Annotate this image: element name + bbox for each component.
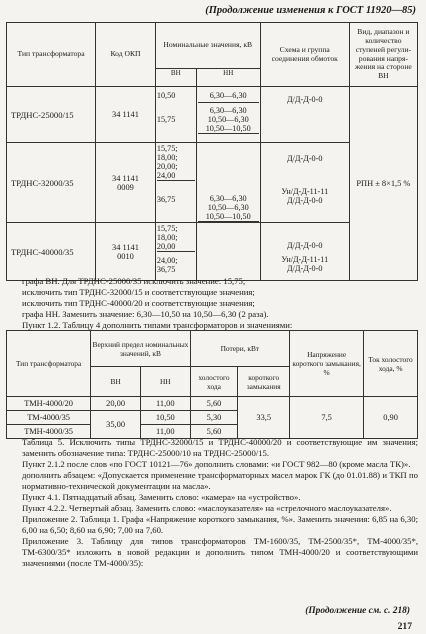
col-voltage-header: Напряжение короткого замыкания, % xyxy=(290,331,364,397)
short-cell: 33,5 xyxy=(238,397,290,439)
vn-cell: 20,00 xyxy=(91,397,141,411)
okp-cell: 34 1141 0009 xyxy=(96,143,156,223)
paragraph: графа ВН. Для ТРДНС-25000/35 исключить значение: 15,75; xyxy=(22,276,246,286)
idle-cell: 5,60 xyxy=(190,397,238,411)
scheme-value: Ун/Д-Д-11-11 xyxy=(281,187,329,196)
col-nn-header: НН xyxy=(140,367,190,397)
model-cell: ТРДНС-40000/35 xyxy=(7,223,96,281)
nn-cell: 11,00 xyxy=(140,425,190,439)
nn-cell: 11,00 xyxy=(140,397,190,411)
col-vn-header: ВН xyxy=(91,367,141,397)
current-cell: 0,90 xyxy=(364,397,418,439)
idle-cell: 5,30 xyxy=(190,411,238,425)
col-nn-header: НН xyxy=(196,69,260,87)
vn-value: 24,00 xyxy=(157,171,195,181)
paragraph: Приложение 3. Таблицу для типов трансформаторов ТМ-1600/35, ТМ-2500/35*, ТМ-4000/35*, ТМ-6300/35* изложить в новой редакции и дополнить типом ТМН-4000/20 и соответствующими значениями (после ТМ-4000/35): xyxy=(22,536,418,568)
model-cell: ТРДНС-25000/15 xyxy=(7,87,96,143)
paragraph: исключить тип ТРДНС-32000/15 и соответствующие значения; xyxy=(22,287,255,297)
voltage-cell: 7,5 xyxy=(290,397,364,439)
scheme-value: Д/Д-Д-0-0 xyxy=(287,154,323,163)
col-type-header: Тип трансформатора xyxy=(7,331,91,397)
model-cell: ТРДНС-32000/35 xyxy=(7,143,96,223)
transformer-table xyxy=(6,22,418,281)
vn-value: 36,75 xyxy=(156,195,176,204)
model-cell: ТМН-4000/35 xyxy=(7,425,91,439)
model-cell: ТМ-4000/35 xyxy=(7,411,91,425)
model-cell: ТМН-4000/20 xyxy=(7,397,91,411)
idle-cell: 5,60 xyxy=(190,425,238,439)
continued-note: (Продолжение см. с. 218) xyxy=(305,606,410,616)
nn-value: 6,30—6,30 xyxy=(209,194,247,203)
scheme-value: Д/Д-Д-0-0 xyxy=(287,196,323,205)
paragraph: графа НН. Заменить значение: 6,30—10,50 на 10,50—6,30 (2 раза). xyxy=(22,309,269,319)
amendment-text-1 xyxy=(8,276,418,331)
paragraph: Пункт 1.2. Таблицу 4 дополнить типами трансформаторов и значениями: xyxy=(22,320,293,330)
col-short-header: короткого замыкания xyxy=(238,367,290,397)
col-current-header: Ток холостого хода, % xyxy=(364,331,418,397)
page-header: (Продолжение изменения к ГОСТ 11920—85) xyxy=(205,5,416,16)
col-type-header: Тип трансформатора xyxy=(7,23,96,87)
col-losses-header: Потери, кВт xyxy=(190,331,289,367)
vn-value: 15,75; xyxy=(156,224,178,233)
scheme-value: Ун/Д-Д-11-11 xyxy=(281,255,329,264)
paragraph: исключить тип ТРДНС-40000/20 и соответствующие значения; xyxy=(22,298,255,308)
paragraph: Таблица 5. Исключить типы ТРДНС-32000/15 и ТРДНС-40000/20 и соответствующие им значения; заменить обозначение типа: ТРДНС-25000/10 на ТРДНС-25000/15. xyxy=(22,437,418,458)
nn-value: 10,50—6,30 xyxy=(207,115,249,124)
paragraph: Приложение 2. Таблица 1. Графа «Напряжение короткого замыкания, %». Заменить значения: 6,85 на 6,30; 6,00 на 6,50; 8,60 на 6,90; 7,00 на 7,60. xyxy=(22,514,418,535)
vn-value: 15,75; xyxy=(156,144,178,153)
amendment-text-2 xyxy=(8,437,418,569)
col-okp-header: Код ОКП xyxy=(96,23,156,87)
nn-value: 10,50—10,50 xyxy=(198,124,259,134)
scheme-value: Д/Д-Д-0-0 xyxy=(287,241,323,250)
rpn-cell: РПН ± 8×1,5 % xyxy=(349,87,417,281)
nn-value: 6,30—6,30 xyxy=(198,91,259,103)
vn-value: 20,00 xyxy=(157,242,195,252)
losses-table xyxy=(6,330,418,439)
vn-value: 20,00; xyxy=(156,162,178,171)
vn-value: 18,00; xyxy=(156,233,178,242)
okp-cell: 34 1141 0010 xyxy=(96,223,156,281)
paragraph: Пункт 4.1. Пятнадцатый абзац. Заменить слово: «камера» на «устройство». xyxy=(22,492,301,502)
vn-value: 24,00; xyxy=(156,256,178,265)
paragraph: Пункт 2.1.2 после слов «по ГОСТ 10121—76» дополнить словами: «и ГОСТ 982—80 (кроме масла ТК)». xyxy=(22,459,411,469)
col-vn-header: ВН xyxy=(155,69,196,87)
nn-value: 6,30—6,30 xyxy=(209,106,247,115)
col-scheme-header: Схема и группа соединения обмоток xyxy=(260,23,349,87)
col-range-header: Вид, диапазон и количество ступеней регулирования напряжения на стороне ВН xyxy=(349,23,417,87)
vn-value: 36,75 xyxy=(156,265,176,274)
scheme-cell: Д/Д-Д-0-0 xyxy=(260,87,349,143)
col-upper-header: Верхний предел номинальных значений, кВ xyxy=(91,331,190,367)
nn-cell: 10,50 xyxy=(140,411,190,425)
paragraph: дополнить абзацем: «Допускается применение трансформаторных масел марок ГК (до 01.01.88) и ТКП по нормативно-технической документации на масла». xyxy=(22,470,418,491)
vn-value: 18,00; xyxy=(156,153,178,162)
paragraph: Пункт 4.2.2. Четвертый абзац. Заменить слово: «маслоуказателя» на «стрелочного маслоуказателя». xyxy=(22,503,392,513)
col-idle-header: холостого хода xyxy=(190,367,238,397)
table-row xyxy=(7,87,418,143)
col-nominal-header: Номинальные значения, кВ xyxy=(155,23,260,69)
page-number: 217 xyxy=(397,621,412,632)
vn-cell: 35,00 xyxy=(91,411,141,439)
table-row xyxy=(7,397,418,411)
okp-cell: 34 1141 xyxy=(96,87,156,143)
nn-value: 10,50—10,50 xyxy=(198,212,259,222)
nn-value: 10,50—6,30 xyxy=(207,203,249,212)
vn-value: 15,75 xyxy=(156,115,176,124)
scheme-value: Д/Д-Д-0-0 xyxy=(287,264,323,273)
vn-value: 10,50 xyxy=(156,91,176,100)
